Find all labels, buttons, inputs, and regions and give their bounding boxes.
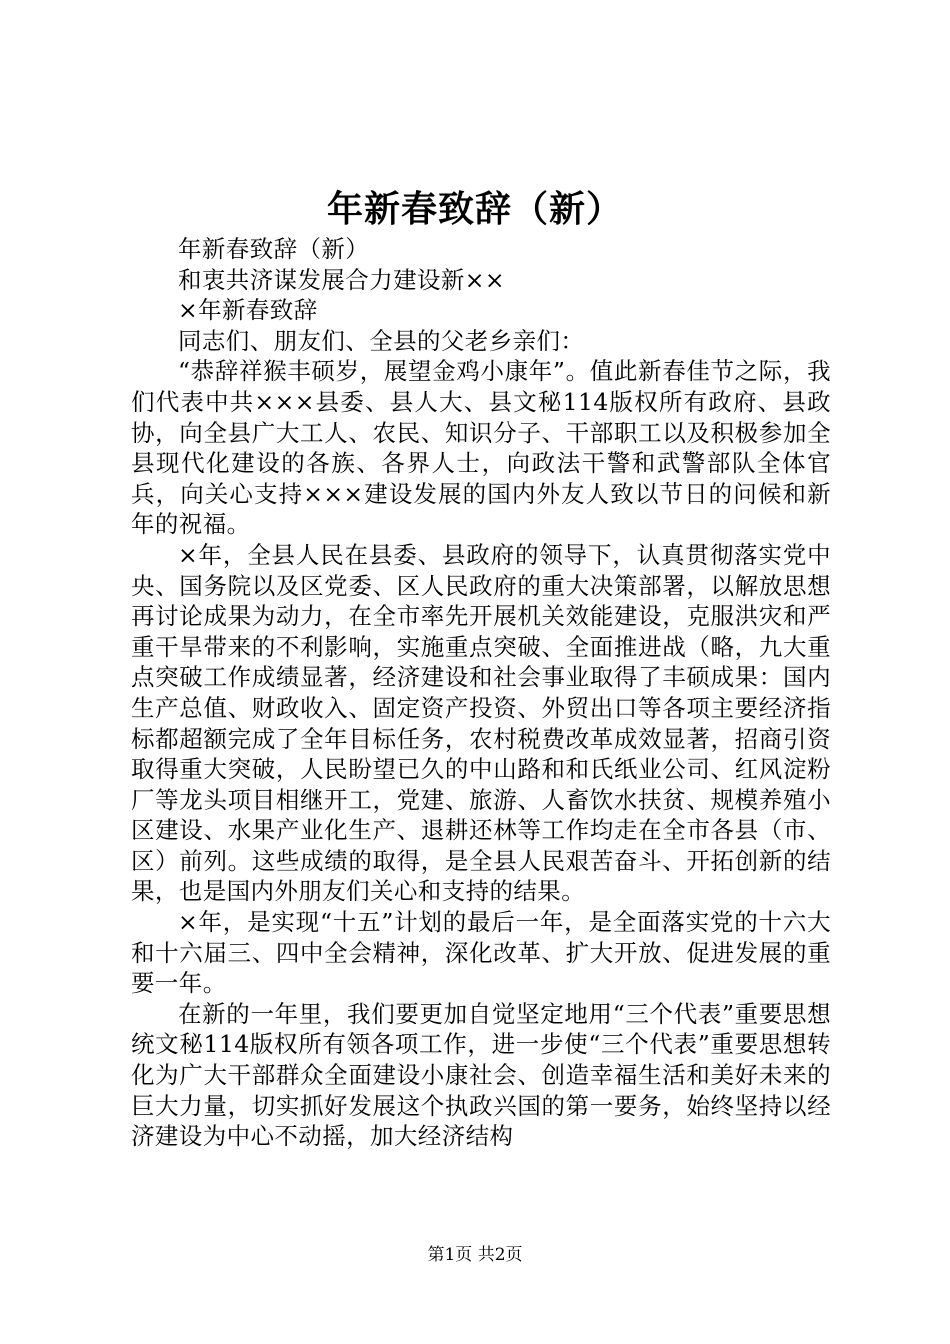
paragraph-greeting: “恭辞祥猴丰硕岁，展望金鸡小康年”。值此新春佳节之际，我们代表中共×××县委、县人大、县文秘114版权所有政府、县政协，向全县广大工人、农民、知识分子、干部职工以及积极参加全县现代化建设的各族、各界人士，向政法干警和武警部队全体官兵，向关心支持×××建设发展的国内外友人致以节日的问候和新年的祝福。 (131, 357, 831, 539)
paragraph-subtitle-line-2: ×年新春致辞 (178, 296, 318, 325)
document-body (131, 234, 831, 1152)
paragraph-new-year-importance: ×年，是实现“十五”计划的最后一年，是全面落实党的十六大和十六届三、四中全会精神，深化改革、扩大开放、促进发展的重要一年。 (131, 908, 831, 998)
page-footer (0, 1244, 950, 1266)
paragraph-achievements: ×年，全县人民在县委、县政府的领导下，认真贯彻落实党中央、国务院以及区党委、区人民政府的重大决策部署，以解放思想再讨论成果为动力，在全市率先开展机关效能建设，克服洪灾和严重干旱带来的不利影响，实施重点突破、全面推进战（略，九大重点突破工作成绩显著，经济建设和社会事业取得了丰硕成果：国内生产总值、财政收入、固定资产投资、外贸出口等各项主要经济指标都超额完成了全年目标任务，农村税费改革成效显著，招商引资取得重大突破，人民盼望已久的中山路和和氏纸业公司、红风淀粉厂等龙头项目相继开工，党建、旅游、人畜饮水扶贫、规模养殖小区建设、水果产业化生产、退耕还林等工作均走在全市各县（市、区）前列。这些成绩的取得，是全县人民艰苦奋斗、开拓创新的结果，也是国内外朋友们关心和支持的结果。 (131, 540, 831, 906)
paragraph-subtitle-line-1: 和衷共济谋发展合力建设新×× (178, 265, 505, 294)
page-number: 第1页 (427, 1245, 473, 1265)
paragraph-new-year-plans: 在新的一年里，我们要更加自觉坚定地用“三个代表”重要思想统文秘114版权所有领各项工作，进一步使“三个代表”重要思想转化为广大干部群众全面建设小康社会、创造幸福生活和美好未来的巨大力量，切实抓好发展这个执政兴国的第一要务，始终坚持以经济建设为中心不动摇，加大经济结构 (131, 999, 831, 1151)
document-title: 年新春致辞（新） (326, 188, 623, 230)
paragraph-salutation: 同志们、朋友们、全县的父老乡亲们： (178, 326, 585, 355)
paragraph-heading-repeat: 年新春致辞（新） (178, 235, 370, 263)
page-total: 共2页 (477, 1245, 523, 1265)
